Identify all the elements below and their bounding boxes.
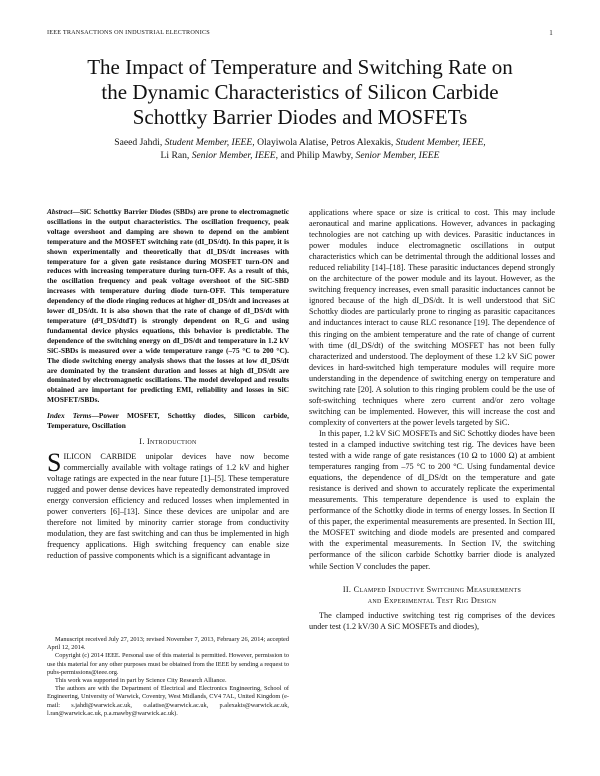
title-line: the Dynamic Characteristics of Silicon Carbide <box>101 80 499 104</box>
body-paragraph: In this paper, 1.2 kV SiC MOSFETs and SiC Schottky diodes have been tested in a clamped inductive switching test rig. The devices have been tested with a wide range of gate resistances (10 Ω to 1000 Ω) at ambient temperatures ranging from –75 °C to 200 °C. Using fundamental device equations, the dependence of dI_DS/dt on the temperature and gate resistance is derived and shown to accurately replicate the experimental measurements. This temperature dependence is used to explain the performance of the Schottky diode in terms of energy losses. In Section II of this paper, the experimental measurements are presented. In Section III, the MOSFET switching and diode models are presented and compared with the experimental measurements. In Section IV, the switching performance of the silicon carbide Schottky barrier diode is analyzed while Section V concludes the paper. <box>309 428 555 571</box>
body-paragraph: The clamped inductive switching test rig comprises of the devices under test (1.2 kV/30 A SiC MOSFETs and diodes), <box>309 610 555 631</box>
index-terms-lead: Index Terms <box>47 411 92 421</box>
section-heading <box>309 584 555 606</box>
footnote <box>47 636 289 718</box>
journal-name: IEEE TRANSACTIONS ON INDUSTRIAL ELECTRONICS <box>47 29 210 36</box>
author-line <box>40 137 560 150</box>
author-name: Olayiwola Alatise, Petros Alexakis, <box>254 137 396 148</box>
author-name: and Philip Mawby, <box>278 149 356 161</box>
footnote-copyright: Copyright (c) 2014 IEEE. Personal use of this material is permitted. However, permission to use this material for any other purposes must be obtained from the IEEE by sending a request to pubs-permissions@ieee.org. <box>47 652 289 676</box>
intro-text: ILICON CARBIDE unipolar devices have now become commercially available with voltage ratings of 1.2 kV and higher voltage ratings are expected in the near future [1]–[5]. These temperature rugged and power dense devices have repeatedly demonstrated improved energy conversion efficiency and reduced losses when implemented in power converters [6]–[13]. Since these devices are unipolar and are therefore not limited by minority carrier storage from conductivity modulation, they are fast switching and can thus be implemented in high frequency applications. High switching frequency can enable size reduction of passive components which is a significant advantage in <box>47 451 289 561</box>
footnote-affiliation: The authors are with the Department of Electrical and Electronics Engineering, School of Engineering, University of Warwick, Coventry, West Midlands, CV4 7AL, United Kingdom (e-mail: s.jahdi@warwick.ac.uk, o.alatise@warwick.ac.uk, p.alexakis@warwick.ac.uk, l.ran@warwick.ac.uk, p.a.mawby@warwick.ac.uk). <box>47 685 289 717</box>
author-role: Senior Member, IEEE <box>355 149 440 161</box>
paper-title <box>20 55 580 130</box>
page-number: 1 <box>549 29 553 37</box>
author-name: Li Ran, <box>160 149 192 161</box>
section-heading-line: II. Clamped Inductive Switching Measurements <box>342 584 522 594</box>
abstract-lead: Abstract <box>47 207 73 216</box>
abstract-text: —SiC Schottky Barrier Diodes (SBDs) are prone to electromagnetic oscillations in the output characteristics. The oscillation frequency, peak voltage overshoot and damping are shown to depend on the ambient temperature and the MOSFET switching rate (dI_DS/dt). In this paper, it is shown experimentally and theoretically that dI_DS/dt increases with temperature for a given gate resistance during MOSFET turn-ON and reduces with increasing temperature during turn-OFF. As a result of this, the oscillation frequency and peak voltage overshoot of the SiC-SBD increases with temperature during diode turn-OFF. This temperature dependency of the diode ringing reduces at higher dI_DS/dt and increases at lower dI_DS/dt. It is also shown that the rate of change of dI_DS/dt with temperature (d²I_DS/dtdT) is strongly dependent on R_G and using fundamental device physics equations, this behavior is predictable. The dependence of the switching energy on dI_DS/dt and temperature in 1.2 kV SiC-SBDs is measured over a wide temperature range (–75 °C to 200 °C). The diode switching energy analysis shows that the losses at low dI_DS/dt are dominated by the transient duration and losses at high dI_DS/dt are dominated by electromagnetic oscillations. The model developed and results obtained are important for predicting EMI, reliability and losses in SiC MOSFET/SBDs. <box>47 207 289 405</box>
abstract <box>47 207 289 405</box>
title-line: The Impact of Temperature and Switching Rate on <box>87 55 513 79</box>
intro-paragraph <box>47 447 289 561</box>
author-role: Student Member, IEEE, <box>164 137 255 148</box>
author-list <box>40 137 560 162</box>
author-role: Student Member, IEEE, <box>395 137 486 148</box>
index-terms-text: —Power MOSFET, Schottky diodes, Silicon carbide, Temperature, Oscillation <box>47 411 289 431</box>
author-line <box>40 150 560 163</box>
body-paragraph: applications where space or size is critical to cost. This may include aeronautical and marine applications. However, advances in packaging technologies are not catching up with devices. Parasitic inductances in power modules induce electromagnetic oscillations in output characteristics which can be detrimental through the additional losses and reduced reliability [14]–[18]. These parasitic inductances depend strongly on the architecture of the power module and its layout. However, as the switching frequency increases, even small parasitic inductances cannot be ignored because of the high dI_DS/dt. It is well understood that SiC Schottky diodes are particularly prone to ringing as parasitic capacitances and inductances interact to cause RLC resonance [19]. The dependence of this ringing on the ambient temperature and the rate of change of current with time (dI_DS/dt) of the switching MOSFET has not been fully characterized and understood. The deployment of these 1.2 kV SiC power devices in hard-switched high temperature modules will require more understanding in the dependence of switching energy on temperature and switching rate [20]. A solution to this ringing problem could be the use of soft-switching techniques where zero current and/or zero voltage switching can be implemented. However, this will increase the cost and complexity of converters at the power levels targeted by SiC. <box>309 208 555 427</box>
section-heading: I. Introduction <box>139 436 197 446</box>
footnote-support: This work was supported in part by Science City Research Alliance. <box>55 677 227 685</box>
footnote-manuscript: Manuscript received July 27, 2013; revised November 7, 2013, February 26, 2014; accepted April 12, 2014. <box>47 636 289 652</box>
right-column <box>309 207 555 632</box>
index-terms <box>47 411 289 431</box>
author-role: Senior Member, IEEE, <box>191 149 279 161</box>
running-header <box>47 29 553 39</box>
title-line: Schottky Barrier Diodes and MOSFETs <box>132 105 468 129</box>
drop-cap: S <box>47 447 62 477</box>
author-name: Saeed Jahdi, <box>114 137 165 148</box>
section-heading-line: and Experimental Test Rig Design <box>367 595 497 605</box>
left-column <box>47 207 289 561</box>
